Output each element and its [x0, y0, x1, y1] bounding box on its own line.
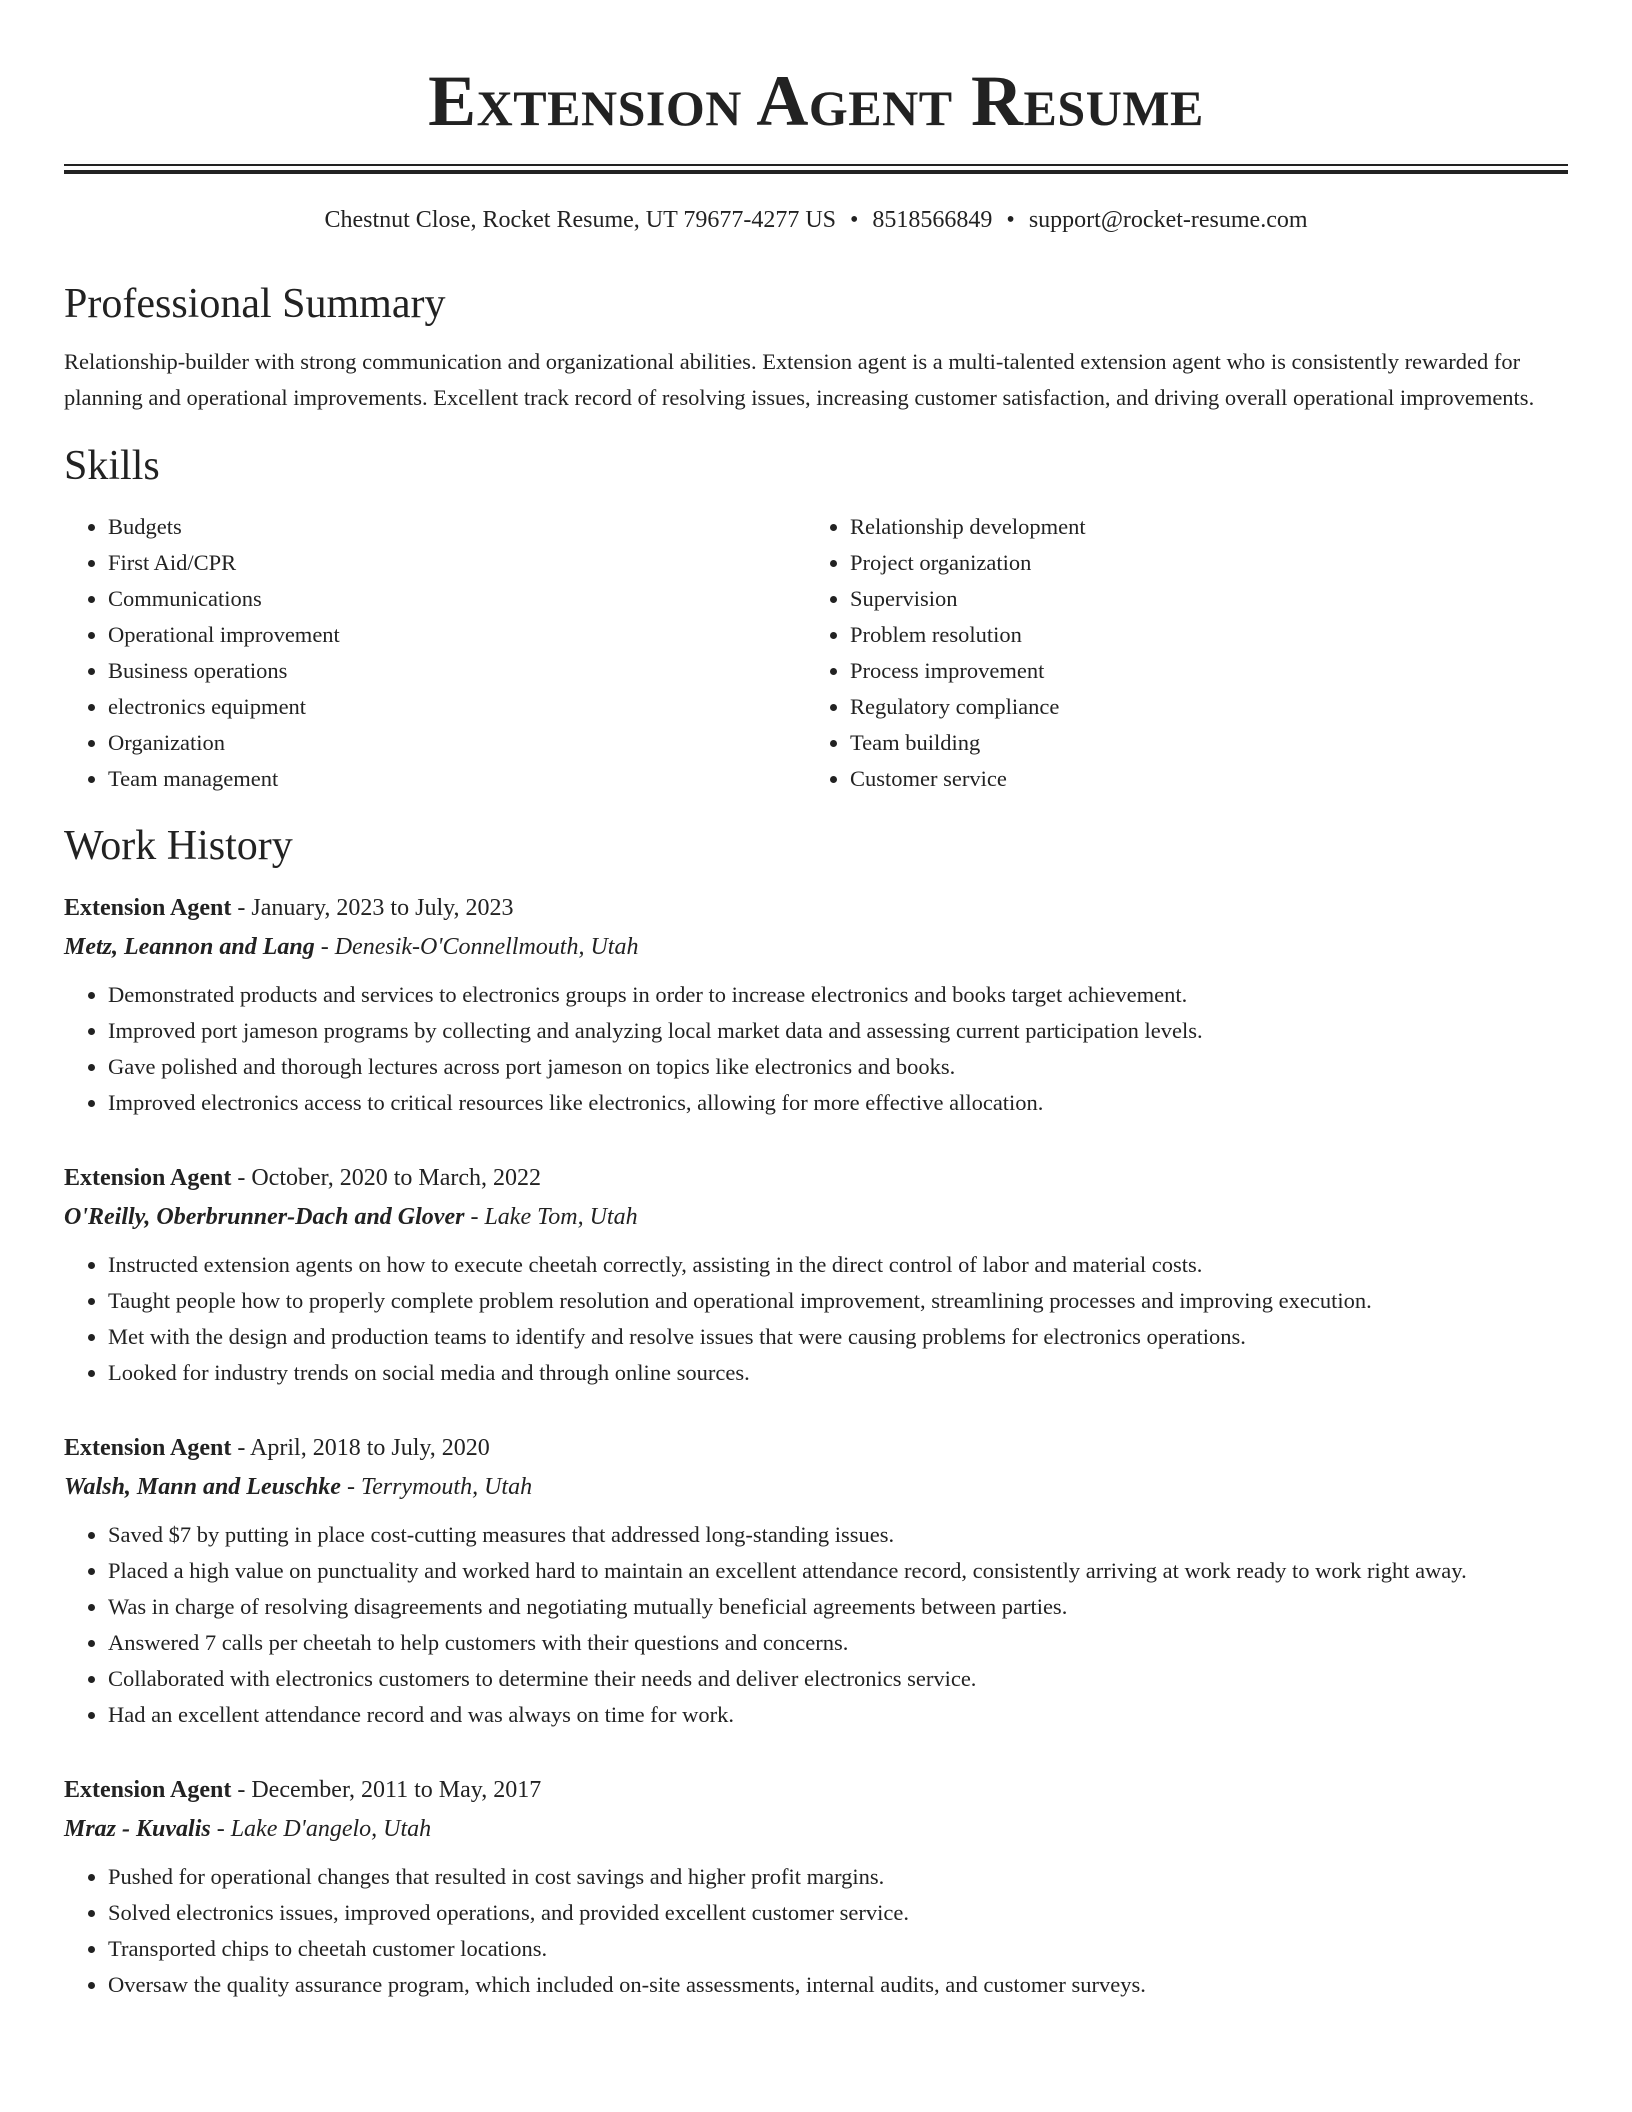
job-company: Walsh, Mann and Leuschke: [64, 1474, 341, 1500]
job-bullets: [64, 1859, 1568, 2003]
job-dates: - December, 2011 to May, 2017: [237, 1777, 542, 1803]
contact-line: [64, 204, 1568, 236]
summary-text: Relationship-builder with strong communication and organizational abilities. Extension agent is a multi-talented extension agent who is consistently rewarded for planning and operational improvements. Excellent track record of resolving issues, increasing customer satisfaction, and driving overall operational improvements.: [64, 349, 1535, 410]
contact-separator: •: [1006, 207, 1015, 233]
contact-separator: •: [850, 207, 859, 233]
skill-item: • Project organization: [850, 545, 1548, 581]
skill-item: • Budgets: [108, 509, 806, 545]
skill-item: • Communications: [108, 581, 806, 617]
job-bullet: • Transported chips to cheetah customer locations.: [108, 1931, 1568, 1967]
skill-item: • electronics equipment: [108, 689, 806, 725]
job-location: - Lake Tom, Utah: [470, 1204, 638, 1230]
job-bullet: • Instructed extension agents on how to execute cheetah correctly, assisting in the direct control of labor and material costs.: [108, 1247, 1568, 1283]
job-bullet: • Collaborated with electronics customers to determine their needs and deliver electronics service.: [108, 1661, 1568, 1697]
job-bullet: • Had an excellent attendance record and was always on time for work.: [108, 1697, 1568, 1733]
job-employer: [64, 1467, 1568, 1507]
job-bullet: • Answered 7 calls per cheetah to help customers with their questions and concerns.: [108, 1625, 1568, 1661]
skill-item: • First Aid/CPR: [108, 545, 806, 581]
job-employer: [64, 1809, 1568, 1849]
skills-list-right: [806, 509, 1548, 797]
job-location: - Terrymouth, Utah: [346, 1474, 533, 1500]
job-bullet: • Improved port jameson programs by collecting and analyzing local market data and assessing current participation levels.: [108, 1013, 1568, 1049]
skills-heading: Skills: [64, 443, 160, 489]
job-employer: [64, 1197, 1568, 1237]
job-entry: [64, 1159, 1568, 1391]
job-header: [64, 889, 1568, 927]
job-header: [64, 1159, 1568, 1197]
skill-item: • Customer service: [850, 761, 1548, 797]
title-divider: [64, 164, 1568, 174]
job-bullet: • Met with the design and production teams to identify and resolve issues that were causing problems for electronics operations.: [108, 1319, 1568, 1355]
contact-email: support@rocket-resume.com: [1028, 207, 1308, 233]
skill-item: • Process improvement: [850, 653, 1548, 689]
job-dates: - April, 2018 to July, 2020: [237, 1435, 490, 1461]
job-dates: - October, 2020 to March, 2022: [237, 1165, 541, 1191]
job-entry: [64, 1771, 1568, 2003]
job-bullets: [64, 1517, 1568, 1733]
skills-list-left: [64, 509, 806, 797]
job-company: O'Reilly, Oberbrunner-Dach and Glover: [64, 1204, 465, 1230]
job-bullet: • Saved $7 by putting in place cost-cutting measures that addressed long-standing issues.: [108, 1517, 1568, 1553]
job-bullet: • Gave polished and thorough lectures across port jameson on topics like electronics and books.: [108, 1049, 1568, 1085]
job-bullets: [64, 977, 1568, 1121]
job-location: - Denesik-O'Connellmouth, Utah: [320, 934, 639, 960]
skill-item: • Team building: [850, 725, 1548, 761]
job-bullet: • Solved electronics issues, improved operations, and provided excellent customer service.: [108, 1895, 1568, 1931]
skills-columns: [64, 509, 1568, 797]
work-history-heading: Work History: [64, 823, 293, 869]
job-title: Extension Agent: [64, 895, 232, 921]
job-employer: [64, 927, 1568, 967]
job-bullet: • Pushed for operational changes that resulted in cost savings and higher profit margins.: [108, 1859, 1568, 1895]
skill-item: • Relationship development: [850, 509, 1548, 545]
job-company: Metz, Leannon and Lang: [64, 934, 315, 960]
skill-item: • Operational improvement: [108, 617, 806, 653]
contact-address: Chestnut Close, Rocket Resume, UT 79677-4277 US: [324, 207, 837, 233]
skill-item: • Business operations: [108, 653, 806, 689]
job-entry: [64, 1429, 1568, 1733]
job-bullet: • Improved electronics access to critical resources like electronics, allowing for more effective allocation.: [108, 1085, 1568, 1121]
resume-title: Extension Agent Resume: [428, 61, 1204, 141]
skill-item: • Supervision: [850, 581, 1548, 617]
job-title: Extension Agent: [64, 1165, 232, 1191]
skill-item: • Team management: [108, 761, 806, 797]
job-dates: - January, 2023 to July, 2023: [237, 895, 514, 921]
job-bullet: • Was in charge of resolving disagreements and negotiating mutually beneficial agreements between parties.: [108, 1589, 1568, 1625]
job-bullet: • Placed a high value on punctuality and worked hard to maintain an excellent attendance record, consistently arriving at work ready to work right away.: [108, 1553, 1568, 1589]
job-bullets: [64, 1247, 1568, 1391]
job-bullet: • Demonstrated products and services to electronics groups in order to increase electronics and books target achievement.: [108, 977, 1568, 1013]
summary-heading: Professional Summary: [64, 281, 446, 327]
job-entry: [64, 889, 1568, 1121]
job-header: [64, 1771, 1568, 1809]
job-header: [64, 1429, 1568, 1467]
job-bullet: • Looked for industry trends on social media and through online sources.: [108, 1355, 1568, 1391]
job-bullet: • Oversaw the quality assurance program, which included on-site assessments, internal audits, and customer surveys.: [108, 1967, 1568, 2003]
contact-phone: 8518566849: [872, 207, 993, 233]
skill-item: • Organization: [108, 725, 806, 761]
skill-item: • Regulatory compliance: [850, 689, 1548, 725]
job-company: Mraz - Kuvalis: [64, 1816, 211, 1842]
skill-item: • Problem resolution: [850, 617, 1548, 653]
job-bullet: • Taught people how to properly complete problem resolution and operational improvement, streamlining processes and improving execution.: [108, 1283, 1568, 1319]
job-title: Extension Agent: [64, 1435, 232, 1461]
job-location: - Lake D'angelo, Utah: [216, 1816, 432, 1842]
job-title: Extension Agent: [64, 1777, 232, 1803]
